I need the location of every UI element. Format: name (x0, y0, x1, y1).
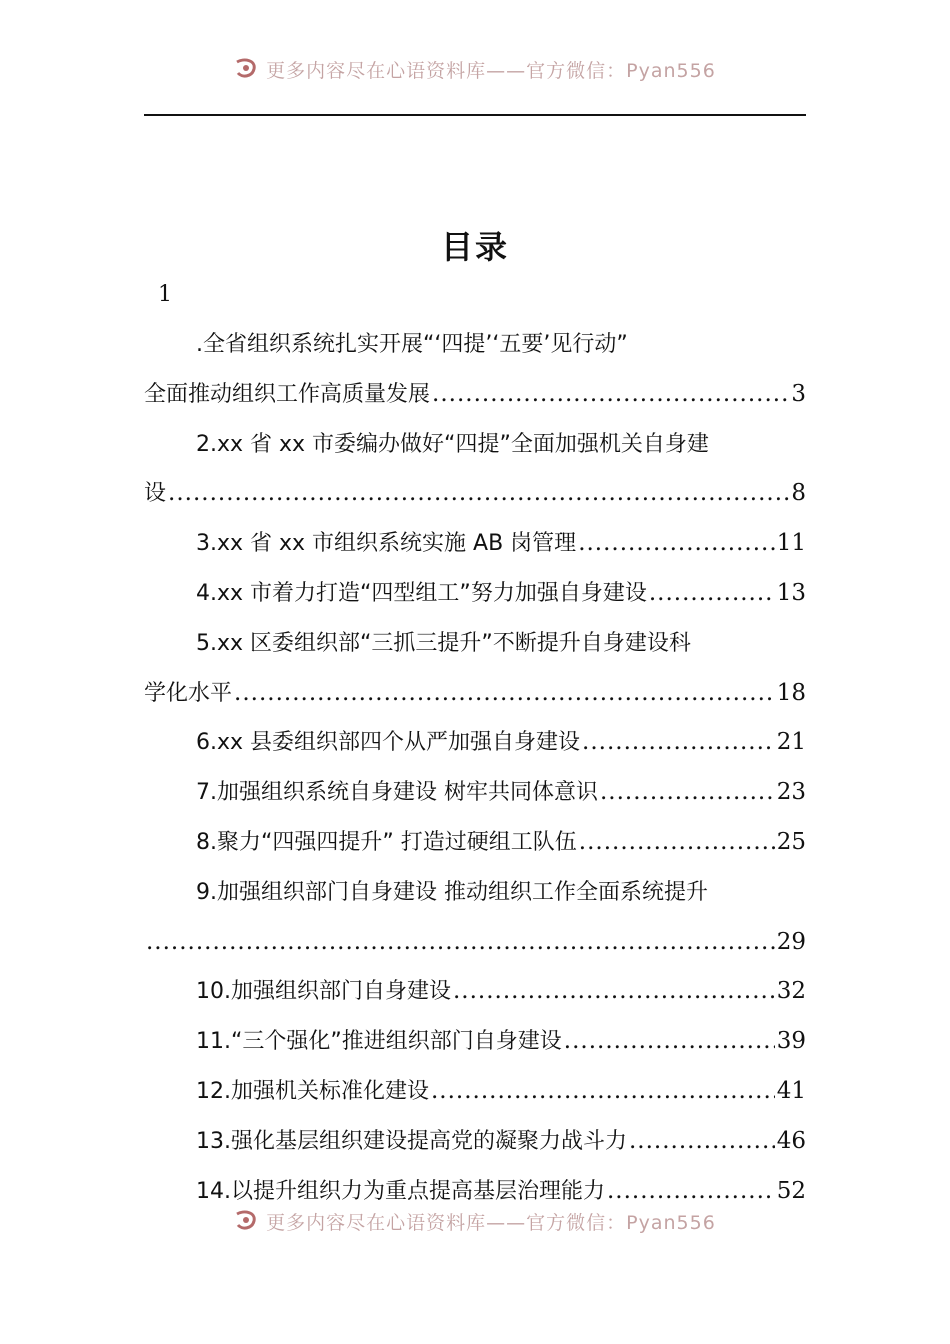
toc-entry[interactable] (144, 1067, 806, 1117)
dot-leader (453, 967, 775, 1017)
toc-entry-page: 3 (791, 380, 806, 407)
toc-entry-page: 29 (776, 928, 806, 955)
toc-entry-title: 5.xx 区委组织部“三抓三提升”不断提升自身建设科 (196, 630, 691, 656)
toc-entry[interactable] (144, 320, 806, 420)
footer-watermark (0, 1208, 950, 1237)
dot-leader (432, 370, 789, 420)
toc-entry-title: .全省组织系统扎实开展“‘四提’‘五要’见行动” (196, 332, 628, 357)
toc-entry-page: 32 (776, 978, 806, 1005)
toc-entry-page: 23 (776, 779, 806, 806)
dot-leader (579, 818, 775, 868)
toc-entry-page: 41 (776, 1077, 806, 1104)
toc-entry[interactable] (144, 619, 806, 719)
toc-entry[interactable] (144, 1117, 806, 1167)
header-rule (144, 114, 806, 116)
toc-entry-title: 8.聚力“四强四提升” 打造过硬组工队伍 (196, 829, 577, 855)
brand-logo-icon (234, 58, 260, 85)
toc-entry[interactable] (144, 420, 806, 520)
toc-entry[interactable] (144, 818, 806, 868)
toc-entry-title: 10.加强组织部门自身建设 (196, 979, 451, 1005)
toc-entry-title: 12.加强机关标准化建设 (196, 1078, 429, 1104)
toc-entry-page: 52 (776, 1177, 806, 1204)
toc-entry-title-cont: 学化水平 (144, 680, 233, 706)
header-watermark (0, 56, 950, 85)
toc-entry-page: 13 (776, 579, 806, 606)
header-watermark-text: 更多内容尽在心语资料库——官方微信：Pyan556 (266, 60, 716, 82)
toc-entry-page: 39 (776, 1028, 806, 1055)
toc-entry-title: 7.加强组织系统自身建设 树牢共同体意识 (196, 780, 598, 806)
toc-entry[interactable] (144, 569, 806, 619)
brand-logo-icon (234, 1210, 260, 1237)
dot-leader (600, 768, 775, 818)
toc-entry[interactable] (144, 718, 806, 768)
dot-leader (168, 469, 789, 519)
toc-entry-page: 21 (776, 729, 806, 756)
toc-entry-title-cont: 全面推动组织工作高质量发展 (144, 381, 431, 407)
toc-entry[interactable] (144, 768, 806, 818)
toc-entry-title-cont: 设 (144, 481, 167, 507)
toc-entry[interactable] (144, 967, 806, 1017)
toc-entry-page: 8 (791, 480, 806, 507)
stray-number: 1 (158, 282, 172, 307)
toc-entry-title: 13.强化基层组织建设提高党的凝聚力战斗力 (196, 1128, 627, 1154)
toc-entry-title: 4.xx 市着力打造“四型组工”努力加强自身建设 (196, 580, 647, 606)
toc-entry-page: 11 (776, 530, 806, 557)
toc-entry-title: 2.xx 省 xx 市委编办做好“四提”全面加强机关自身建 (196, 431, 709, 457)
dot-leader (234, 669, 775, 719)
toc-entry-page: 18 (776, 679, 806, 706)
dot-leader (649, 569, 775, 619)
toc-entry[interactable] (144, 1017, 806, 1067)
dot-leader (582, 718, 775, 768)
toc-entry[interactable] (144, 519, 806, 569)
toc-entry-page: 25 (776, 828, 806, 855)
table-of-contents (144, 320, 806, 1216)
toc-entry-title: 9.加强组织部门自身建设 推动组织工作全面系统提升 (196, 879, 708, 905)
page-title: 目录 (440, 228, 509, 266)
toc-entry[interactable] (144, 868, 806, 968)
toc-entry-title: 6.xx 县委组织部四个从严加强自身建设 (196, 730, 581, 756)
toc-entry-title: 14.以提升组织力为重点提高基层治理能力 (196, 1178, 605, 1204)
toc-entry-title: 3.xx 省 xx 市组织系统实施 AB 岗管理 (196, 531, 577, 557)
dot-leader (146, 918, 775, 968)
dot-leader (578, 519, 775, 569)
dot-leader (564, 1017, 775, 1067)
dot-leader (629, 1117, 775, 1167)
dot-leader (431, 1067, 775, 1117)
footer-watermark-text: 更多内容尽在心语资料库——官方微信：Pyan556 (266, 1212, 716, 1234)
toc-entry-page: 46 (776, 1127, 806, 1154)
toc-entry-title: 11.“三个强化”推进组织部门自身建设 (196, 1029, 562, 1055)
